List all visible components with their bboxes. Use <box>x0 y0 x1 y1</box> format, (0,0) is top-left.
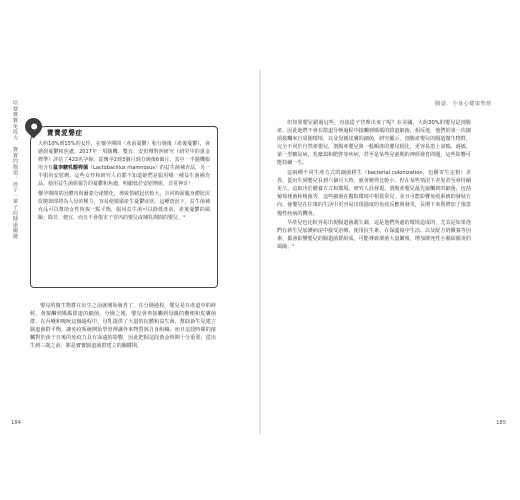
running-header: 腸道．全身心健康聖經 <box>435 101 492 107</box>
body-paragraph: 嬰兒的微生物群在出生之前就開始發育了，在分娩過程，嬰兒是在產道中的時候，會接觸到媽媽陰道的細菌，分娩之後，嬰兒會再接觸到母親的糞便和皮膚菌群。在吞嚥和吸吮這個過程中，母乳提供了大量的抗體和益生菌，幫助新生兒建立腸道菌群平衡，讓免疫系統開始學習辨識外來物質與自身組織，而且這段時間的接觸對於孩子日後的免疫力具有深遠的影響，因此把握這段黃金時期十分重要，從出生到三歲之前，都是寶寶腸道菌群建立的關鍵期。 <box>30 303 216 350</box>
chapter-side-title: 培養寶寶免疫力 寶寶的腸道：孩子一輩子的健康關鍵 <box>12 100 18 240</box>
body-paragraph: 這兩種不同生產方式的細菌移生（bacterial colonization，也稱寄生定植）差異，從出生到嬰兒長到六個月大時，就會變得比較小，但在某些情況下差異甚至會持續更久，這取決於餵養方式和環境。研究人員發現，剖腹產嬰兒最先接觸到的細菌，包括葡萄球菌和梭菌等，這些細菌在醫院環境中相當常見，並且可能影響免疫系統的發展方向，使嬰兒在往後的生活中更容易出現過度的免疫反應與發炎，長期下來則增加了罹患慢性疾病的機會。 <box>277 170 471 217</box>
map-pin-icon <box>21 114 45 138</box>
book-gutter <box>259 70 261 434</box>
callout-highlight-term: 鼠李糖乳酸桿菌 <box>53 165 89 172</box>
page-number: 184 <box>11 420 21 426</box>
right-page <box>265 72 512 432</box>
right-body-text <box>277 119 471 253</box>
callout-paragraph: 大約10%到15%的女性，在懷孕期間（產前憂鬱）和分娩後（產後憂鬱），會感到憂鬱和焦慮。2017年一項隨機、雙盲、安慰劑對照研究（研究中的黃金標準）評估了423名孕婦，從懷孕2到3個月到分娩後6個月，其中一半隨機服用含有鼠李糖乳酸桿菌（Lactobacillus rhamnosus）的益生菌補充品，另一半服用安慰劑。這些女性和研究人員都不知道她們是服用哪一種益生菌補充品，使用益生菌組報告的憂鬱和焦慮，明顯低於安慰劑組，非常神奇！ <box>38 141 210 188</box>
body-paragraph: 早產兒也比較容易出現腸道菌叢失調，這是他們所處的環境造成的，尤其是如果他們在新生兒加護病房中接受治療，使用抗生素、在保溫箱中生活、以及配方奶餵養等因素，都會影響嬰兒的腸道菌群組成，可能導致壞菌大量繁殖，增加壞死性小腸結腸炎的風險。² <box>277 220 471 251</box>
page-number: 185 <box>496 420 506 426</box>
left-body-text <box>30 302 216 352</box>
body-paragraph: 但如果嬰兒錯過這些，直接從子宮裡出來了呢？在美國，大約30%的嬰兒是剖腹產。因此他們不會在陰道分娩過程中接觸到媽媽的陰道細菌，相反地，他們的第一次細菌接觸來自周圍環境，以及母親皮膚的細菌，研究顯示，剖腹產嬰兒的腸道微生物群，完全不同於自然產嬰兒，剖腹產嬰兒與一般順產的嬰兒相比，更容易患上氣喘、過敏、第一型糖尿病、乳糜瀉和肥胖等疾病，甚至是某些兒童期的神經發育問題，這些影響可能持續一生。 <box>277 120 471 167</box>
info-callout-box <box>30 126 218 288</box>
callout-body <box>38 140 210 223</box>
callout-title: 寶寶愛聲症 <box>47 129 83 137</box>
left-page <box>8 72 255 432</box>
callout-paragraph: 懷孕期間常因體內荷爾蒙分泌變化，導致情緒起伏較大，且同時面臨身體狀況改變與即將為人母的壓力，容易使媽媽產生憂鬱症狀，這種情況下，益生菌補充品可以幫助女性恢復一點平衡，服用益生菌可以降低產前、產後憂鬱的風險；除非，便宜、而且不會傷害子宮內的嬰兒或哺乳期間的嬰兒。⁴ <box>38 190 210 221</box>
